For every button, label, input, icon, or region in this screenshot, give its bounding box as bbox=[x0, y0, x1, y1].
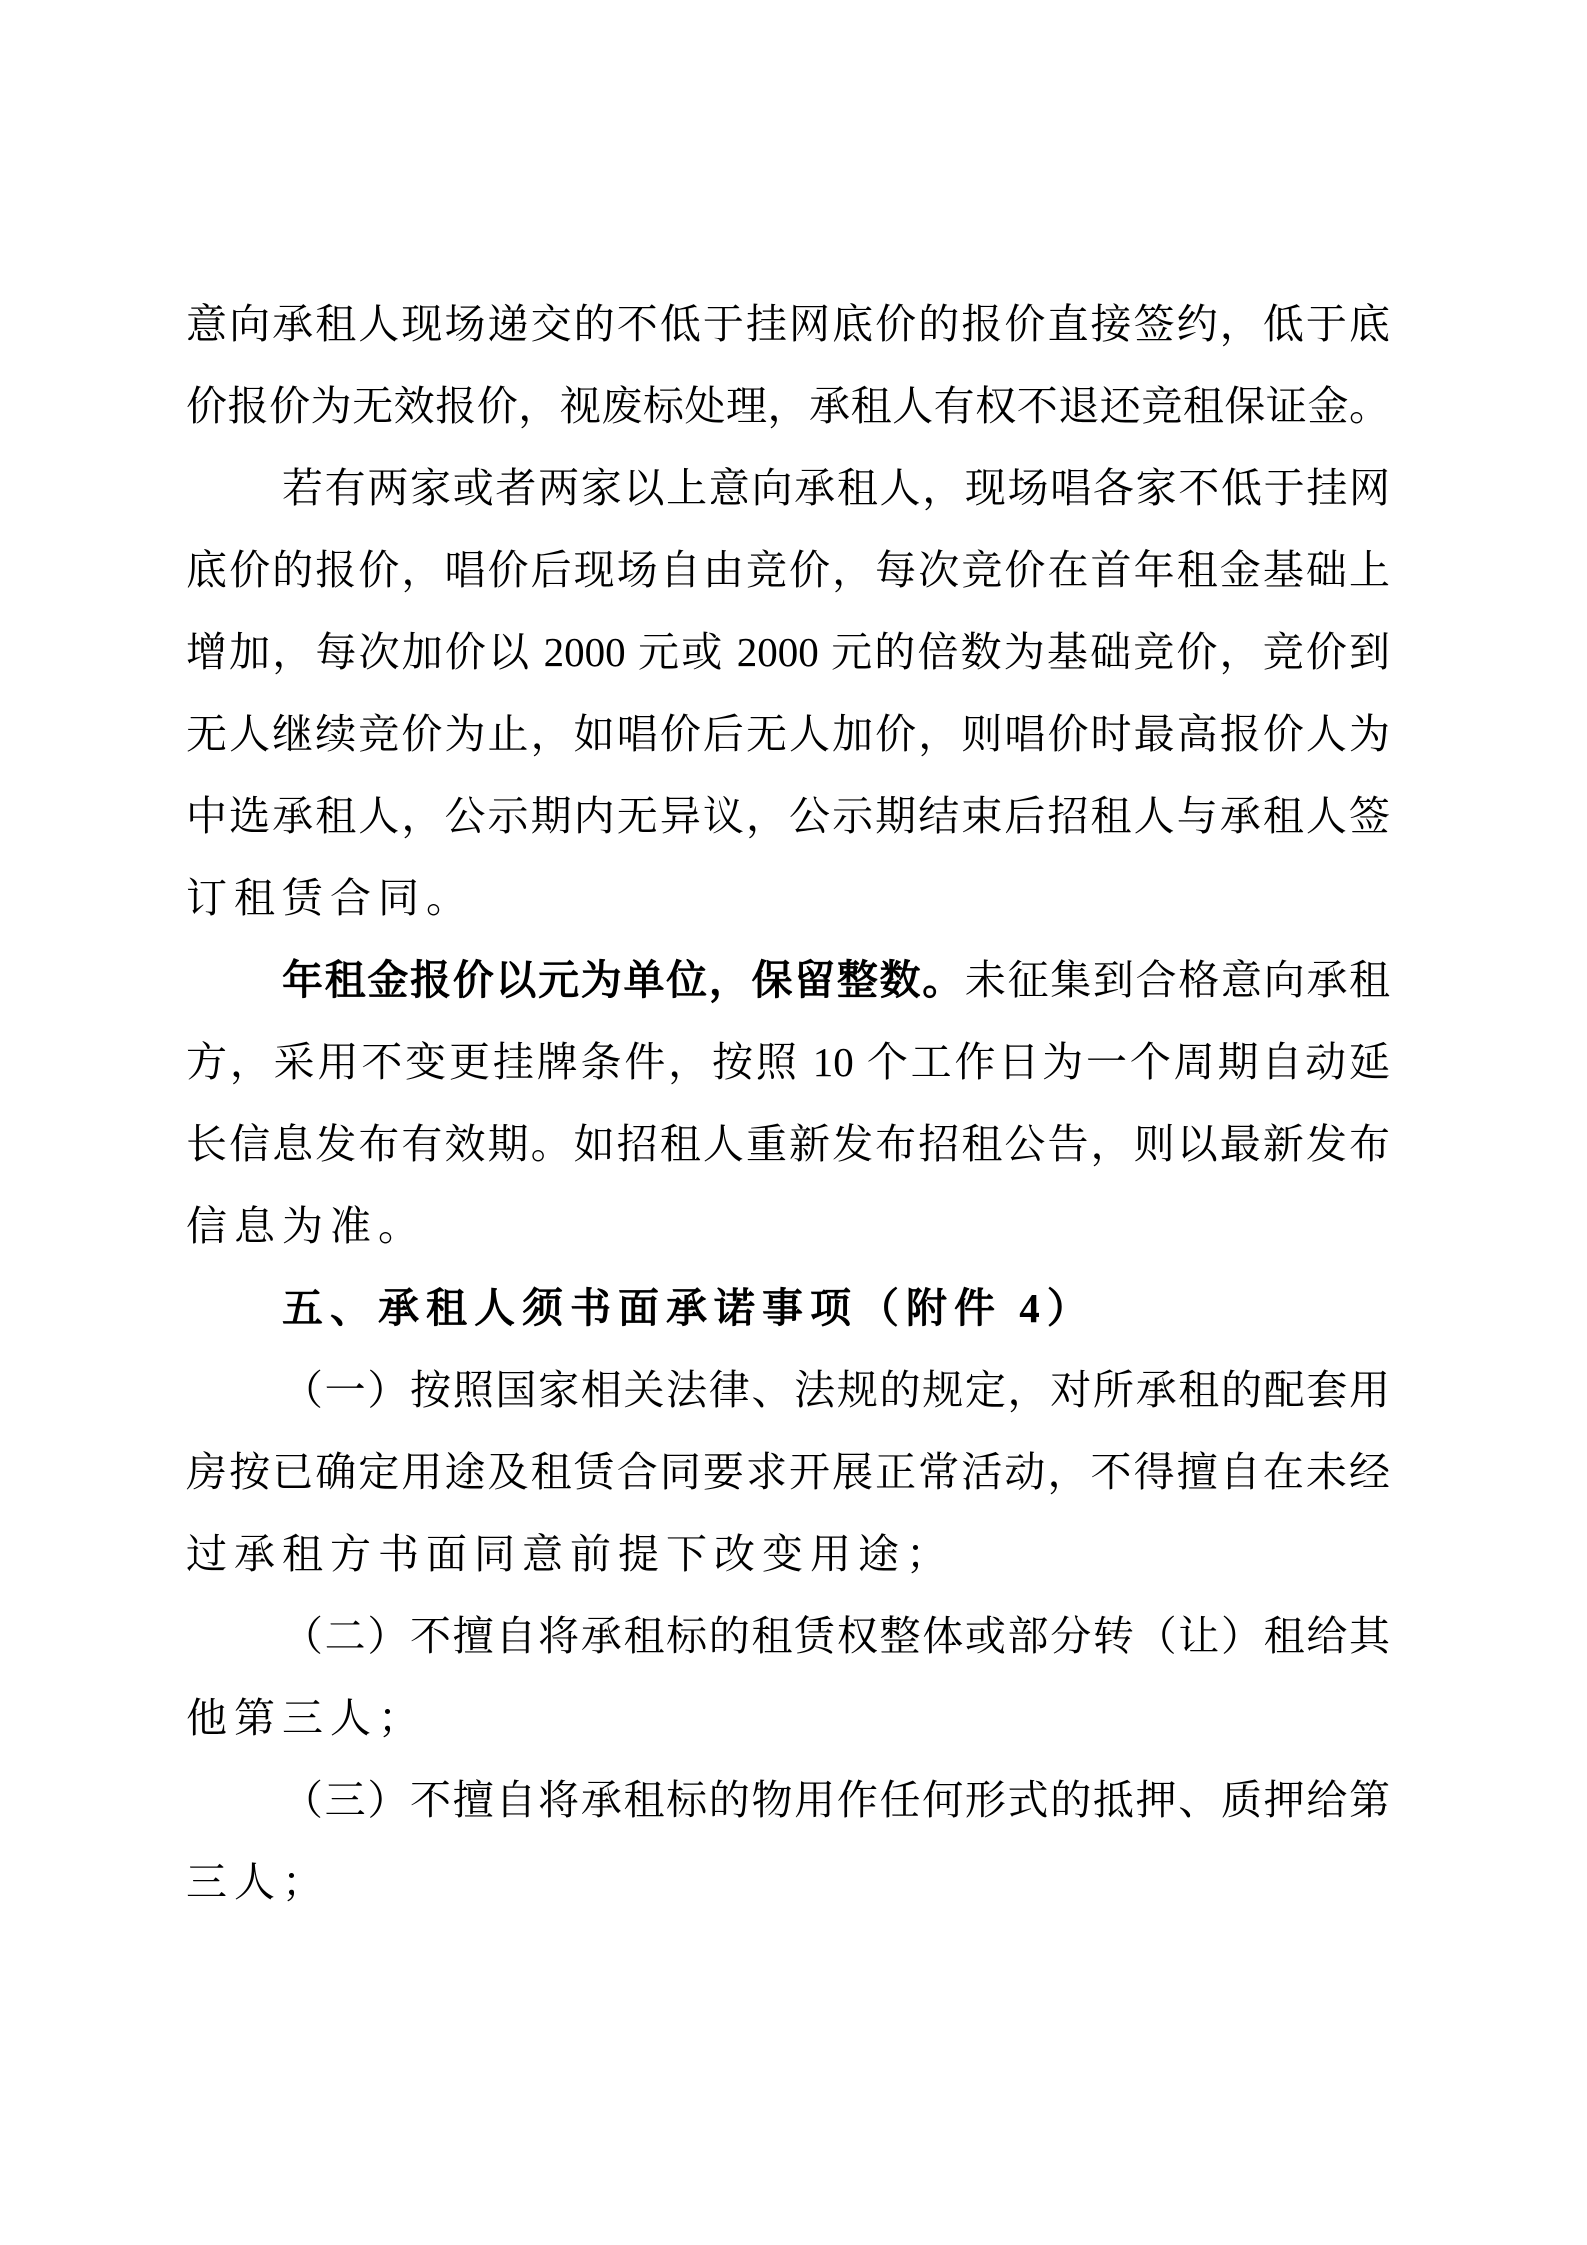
text-line: 价报价为无效报价，视废标处理，承租人有权不退还竞租保证金。 bbox=[186, 383, 1390, 429]
text-line: 信息为准。 bbox=[186, 1203, 426, 1249]
text-line: 他第三人； bbox=[186, 1695, 426, 1741]
text-line: （二）不擅自将承租标的租赁权整体或部分转（让）租给其 bbox=[282, 1613, 1390, 1659]
text-line: （三）不擅自将承租标的物用作任何形式的抵押、质押给第 bbox=[282, 1777, 1390, 1823]
text-line: 订租赁合同。 bbox=[186, 875, 474, 921]
section-heading: 五、承租人须书面承诺事项（附件 4） bbox=[282, 1285, 1095, 1331]
text-line: 过承租方书面同意前提下改变用途； bbox=[186, 1531, 954, 1577]
text-line: 房按已确定用途及租赁合同要求开展正常活动，不得擅自在未经 bbox=[186, 1449, 1390, 1495]
text-line: 长信息发布有效期。如招租人重新发布招租公告，则以最新发布 bbox=[186, 1121, 1390, 1167]
text-line: 若有两家或者两家以上意向承租人，现场唱各家不低于挂网 bbox=[282, 465, 1390, 511]
text-line: （一）按照国家相关法律、法规的规定，对所承租的配套用 bbox=[282, 1367, 1390, 1413]
text-line: 增加，每次加价以 2000 元或 2000 元的倍数为基础竞价，竞价到 bbox=[186, 629, 1390, 675]
text-line: 方，采用不变更挂牌条件，按照 10 个工作日为一个周期自动延 bbox=[186, 1039, 1390, 1085]
text-line: 中选承租人，公示期内无异议，公示期结束后招租人与承租人签 bbox=[186, 793, 1390, 839]
text-line: 三人； bbox=[186, 1859, 330, 1905]
text-line: 意向承租人现场递交的不低于挂网底价的报价直接签约，低于底 bbox=[186, 301, 1390, 347]
bold-text-run: 年租金报价以元为单位，保留整数。 bbox=[282, 957, 965, 1003]
text-line: 无人继续竞价为止，如唱价后无人加价，则唱价时最高报价人为 bbox=[186, 711, 1390, 757]
text-line: 底价的报价，唱价后现场自由竞价，每次竞价在首年租金基础上 bbox=[186, 547, 1390, 593]
text-run: 未征集到合格意向承租 bbox=[964, 957, 1390, 1003]
text-line bbox=[186, 939, 1390, 1021]
